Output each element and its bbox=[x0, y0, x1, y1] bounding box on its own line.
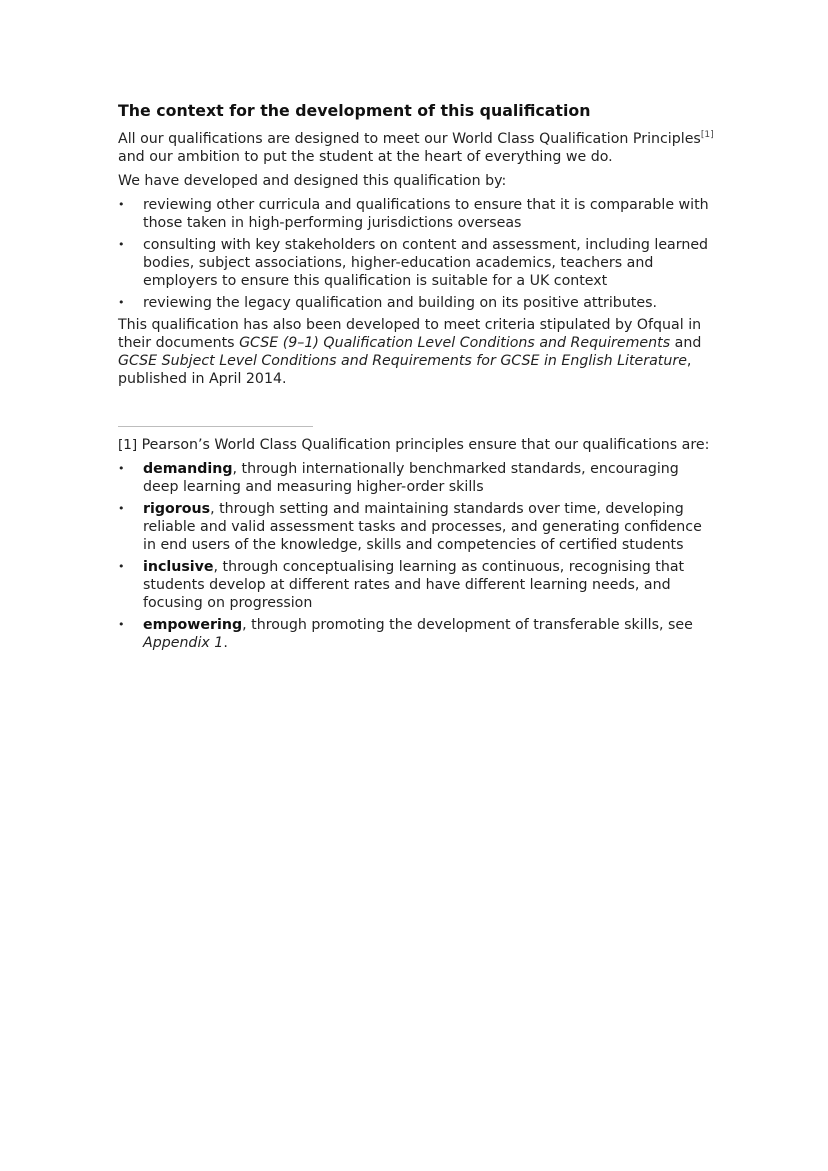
principle-text: , through conceptualising learning as continuous, recognising that students develop at different rates and have different learning needs, and focusing on progression bbox=[143, 559, 685, 611]
footnote-paragraph bbox=[118, 436, 718, 454]
list-item bbox=[118, 236, 718, 290]
ofqual-paragraph bbox=[118, 316, 718, 388]
footnote-reference[interactable]: [1] bbox=[700, 130, 714, 140]
footnote-text: Pearson’s World Class Qualification principles ensure that our qualifications are: bbox=[137, 437, 710, 453]
list-item bbox=[118, 294, 718, 312]
appendix-link[interactable]: Appendix 1 bbox=[143, 635, 224, 651]
ofqual-text: This qualification has also been developed to meet criteria stipulated by Ofqual in their documents bbox=[118, 317, 702, 351]
document-page bbox=[118, 101, 718, 656]
list-item-text: reviewing other curricula and qualifications to ensure that it is comparable with those taken in high-performing jurisdictions overseas bbox=[143, 197, 709, 231]
bullet-icon: • bbox=[118, 238, 125, 251]
footnote-separator bbox=[118, 426, 313, 427]
principle-term: demanding bbox=[143, 461, 233, 477]
intro-text: All our qualifications are designed to meet our World Class Qualification Principles bbox=[118, 131, 701, 147]
principle-text: , through promoting the development of transferable skills, see bbox=[242, 617, 693, 633]
bullet-icon: • bbox=[118, 296, 125, 309]
bullet-icon: • bbox=[118, 502, 125, 515]
ofqual-connector: and bbox=[670, 335, 702, 351]
bullet-icon: • bbox=[118, 198, 125, 211]
list-item-text: reviewing the legacy qualification and building on its positive attributes. bbox=[143, 295, 657, 311]
principle-term: rigorous bbox=[143, 501, 211, 517]
bullet-icon: • bbox=[118, 618, 125, 631]
principle-text-end: . bbox=[223, 635, 228, 651]
list-item bbox=[118, 558, 718, 612]
principle-term: inclusive bbox=[143, 559, 214, 575]
list-item bbox=[118, 196, 718, 232]
principle-text: , through setting and maintaining standards over time, developing reliable and valid assessment tasks and processes, and generating confidence in end users of the knowledge, skills and competencies of certified students bbox=[143, 501, 702, 553]
intro-paragraph bbox=[118, 130, 718, 166]
section-heading: The context for the development of this qualification bbox=[118, 101, 591, 120]
principle-text: , through internationally benchmarked standards, encouraging deep learning and measuring higher-order skills bbox=[143, 461, 679, 495]
list-item-text: consulting with key stakeholders on content and assessment, including learned bodies, subject associations, higher-education academics, teachers and employers to ensure this qualification is suitable for a UK context bbox=[143, 237, 709, 289]
list-item bbox=[118, 500, 718, 554]
principle-term: empowering bbox=[143, 617, 243, 633]
list-item bbox=[118, 616, 718, 652]
bullet-icon: • bbox=[118, 560, 125, 573]
developed-lead: We have developed and designed this qualification by: bbox=[118, 173, 507, 189]
ofqual-document-2: GCSE Subject Level Conditions and Requirements for GCSE in English Literature bbox=[118, 353, 687, 369]
ofqual-document-1: GCSE (9–1) Qualification Level Conditions and Requirements bbox=[239, 335, 671, 351]
intro-text-continued: and our ambition to put the student at the heart of everything we do. bbox=[118, 149, 613, 165]
development-bullet-list bbox=[118, 196, 718, 312]
list-item bbox=[118, 460, 718, 496]
principles-bullet-list bbox=[118, 460, 718, 652]
bullet-icon: • bbox=[118, 462, 125, 475]
footnote-marker[interactable]: [1] bbox=[118, 437, 138, 453]
ofqual-text-end: , published in April 2014. bbox=[118, 353, 692, 387]
